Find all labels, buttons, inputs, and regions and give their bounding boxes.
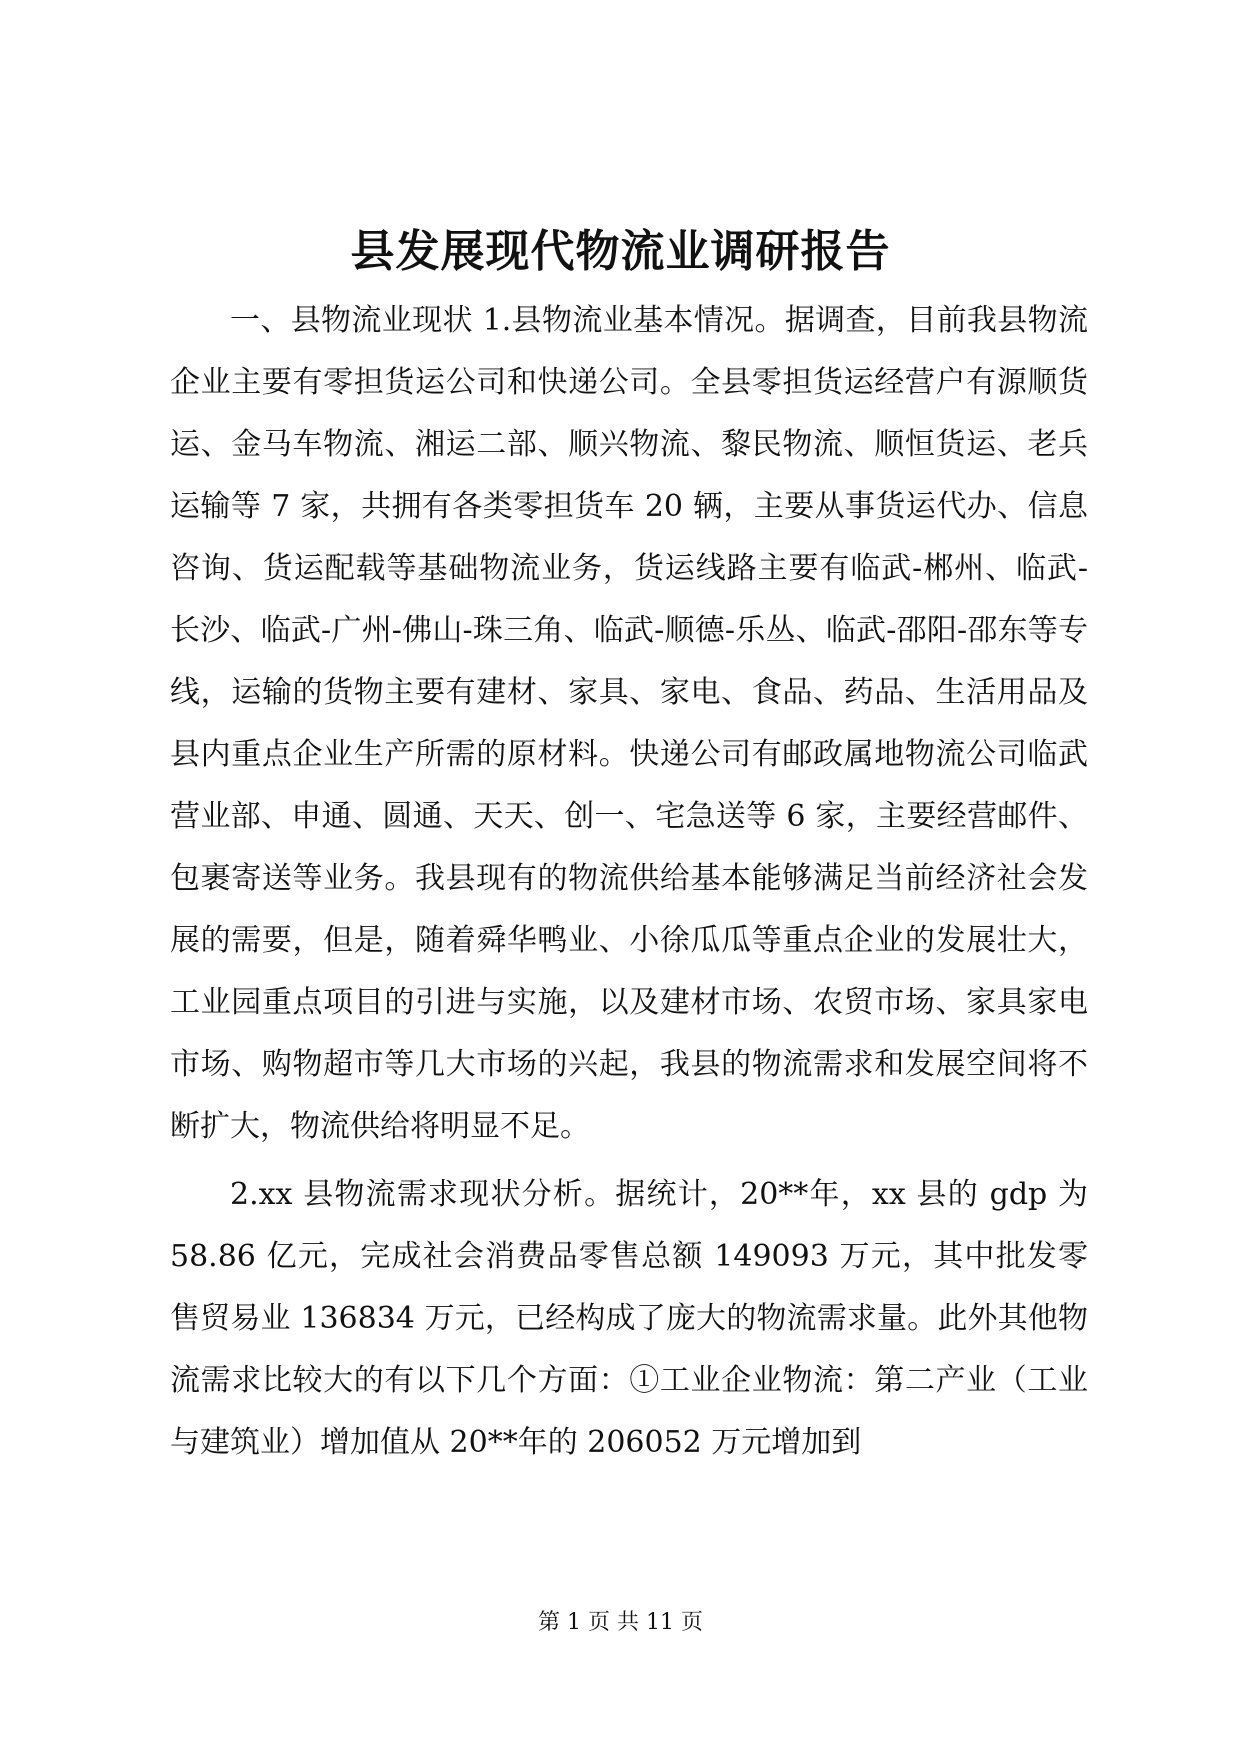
page-number: 第 1 页 共 11 页	[538, 1610, 703, 1635]
document-body	[170, 290, 1088, 1474]
paragraph: 2.xx 县物流需求现状分析。据统计，20**年，xx 县的 gdp 为 58.86 亿元，完成社会消费品零售总额 149093 万元，其中批发零售贸易业 136834 万元，已经构成了庞大的物流需求量。此外其他物流需求比较大的有以下几个方面：①工业企业物流：第二产业（工业与建筑业）增加值从 20**年的 206052 万元增加到	[170, 1177, 1088, 1460]
paragraph: 一、县物流业现状 1.县物流业基本情况。据调查，目前我县物流企业主要有零担货运公司和快递公司。全县零担货运经营户有源顺货运、金马车物流、湘运二部、顺兴物流、黎民物流、顺恒货运、老兵运输等 7 家，共拥有各类零担货车 20 辆，主要从事货运代办、信息咨询、货运配载等基础物流业务，货运线路主要有临武-郴州、临武-长沙、临武-广州-佛山-珠三角、临武-顺德-乐丛、临武-邵阳-邵东等专线，运输的货物主要有建材、家具、家电、食品、药品、生活用品及县内重点企业生产所需的原材料。快递公司有邮政属地物流公司临武营业部、申通、圆通、天天、创一、宅急送等 6 家，主要经营邮件、包裹寄送等业务。我县现有的物流供给基本能够满足当前经济社会发展的需要，但是，随着舜华鸭业、小徐瓜瓜等重点企业的发展壮大，工业园重点项目的引进与实施，以及建材市场、农贸市场、家具家电市场、购物超市等几大市场的兴起，我县的物流需求和发展空间将不断扩大，物流供给将明显不足。	[170, 303, 1088, 1144]
document-title: 县发展现代物流业调研报告	[350, 226, 891, 277]
